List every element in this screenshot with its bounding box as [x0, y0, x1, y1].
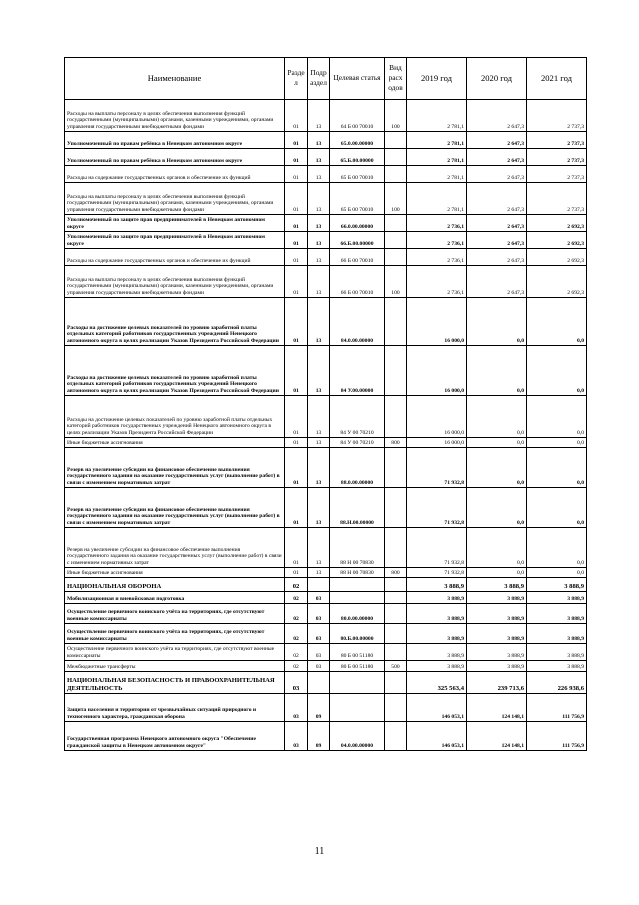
cell-target-article: 64 Б 00 70010 [330, 100, 385, 132]
cell-expense-type [385, 578, 407, 592]
cell-year-2020: 2 647,3 [467, 183, 527, 215]
cell-podrazdel: 03 [308, 661, 330, 672]
cell-year-2019: 2 781,1 [407, 166, 467, 183]
table-row [65, 661, 587, 672]
cell-name: Иные бюджетные ассигнования [65, 438, 285, 448]
cell-year-2021: 0,0 [527, 438, 587, 448]
cell-target-article: 66 Б 00 70010 [330, 266, 385, 298]
cell-name: Резерв на увеличение субсидии на финансовое обеспечение выполнения государственного задания на оказание государственных услуг (выполнение работ) в связи с изменением нормативных затрат [65, 488, 285, 528]
cell-expense-type [385, 232, 407, 249]
cell-podrazdel: 13 [308, 528, 330, 568]
cell-year-2021: 3 888,9 [527, 604, 587, 624]
cell-target-article [330, 578, 385, 592]
cell-year-2020: 2 647,3 [467, 232, 527, 249]
cell-name: Расходы на выплаты персоналу в целях обеспечения выполнения функций государственными (муниципальными) органами, казенными учреждениями, органами управления государственными внебюджетными фондами [65, 183, 285, 215]
cell-year-2021: 2 737,3 [527, 100, 587, 132]
cell-target-article: 84 У 00 70210 [330, 396, 385, 438]
cell-name: Расходы на содержание государственных органов и обеспечение их функций [65, 249, 285, 266]
cell-target-article: 88 Н 00 70830 [330, 528, 385, 568]
cell-podrazdel: 13 [308, 396, 330, 438]
cell-year-2020: 0,0 [467, 568, 527, 578]
cell-expense-type [385, 448, 407, 488]
cell-target-article: 84 У.00.00000 [330, 346, 385, 396]
cell-year-2021: 3 888,9 [527, 592, 587, 604]
cell-expense-type [385, 644, 407, 661]
cell-expense-type [385, 396, 407, 438]
cell-year-2020: 124 148,1 [467, 694, 527, 722]
cell-expense-type [385, 694, 407, 722]
cell-year-2019: 2 736,1 [407, 266, 467, 298]
table-row [65, 100, 587, 132]
cell-target-article: 88.Н.00.00000 [330, 488, 385, 528]
cell-target-article: 88 Н 00 70830 [330, 568, 385, 578]
cell-year-2019: 2 736,1 [407, 232, 467, 249]
cell-year-2020: 3 888,9 [467, 644, 527, 661]
cell-expense-type [385, 488, 407, 528]
cell-razdel: 01 [285, 166, 308, 183]
cell-name: Мобилизационная и вневойсковая подготовка [65, 592, 285, 604]
cell-expense-type [385, 672, 407, 694]
cell-year-2019: 3 888,9 [407, 604, 467, 624]
cell-year-2019: 71 932,8 [407, 448, 467, 488]
cell-year-2019: 3 888,9 [407, 661, 467, 672]
cell-year-2021: 111 756,9 [527, 722, 587, 751]
cell-razdel: 03 [285, 694, 308, 722]
cell-year-2021: 2 737,3 [527, 149, 587, 166]
cell-razdel: 01 [285, 183, 308, 215]
cell-expense-type: 100 [385, 183, 407, 215]
cell-year-2020: 124 148,1 [467, 722, 527, 751]
table-row [65, 396, 587, 438]
cell-year-2021: 2 692,3 [527, 249, 587, 266]
table-row [65, 249, 587, 266]
table-row [65, 604, 587, 624]
cell-podrazdel: 13 [308, 215, 330, 232]
cell-year-2019: 146 053,1 [407, 722, 467, 751]
cell-year-2019: 2 736,1 [407, 249, 467, 266]
cell-razdel: 01 [285, 149, 308, 166]
cell-expense-type: 800 [385, 438, 407, 448]
cell-target-article: 65 Б 00 70010 [330, 183, 385, 215]
cell-year-2021: 2 692,3 [527, 232, 587, 249]
cell-target-article: 80.0.00.00000 [330, 604, 385, 624]
table-row [65, 149, 587, 166]
cell-year-2019: 16 000,0 [407, 396, 467, 438]
cell-podrazdel: 03 [308, 604, 330, 624]
cell-year-2021: 0,0 [527, 396, 587, 438]
cell-year-2021: 226 938,6 [527, 672, 587, 694]
cell-razdel: 01 [285, 298, 308, 346]
cell-name: Иные бюджетные ассигнования [65, 568, 285, 578]
cell-razdel: 03 [285, 672, 308, 694]
cell-podrazdel: 13 [308, 568, 330, 578]
cell-podrazdel: 13 [308, 132, 330, 149]
cell-year-2020: 0,0 [467, 448, 527, 488]
cell-year-2019: 146 053,1 [407, 694, 467, 722]
cell-year-2020: 0,0 [467, 438, 527, 448]
header-year-2019: 2019 год [407, 58, 467, 100]
cell-year-2021: 2 692,3 [527, 266, 587, 298]
header-name: Наименование [65, 58, 285, 100]
header-year-2020: 2020 год [467, 58, 527, 100]
cell-podrazdel: 13 [308, 448, 330, 488]
table-header [65, 58, 587, 100]
cell-target-article: 84.0.00.00000 [330, 298, 385, 346]
cell-year-2019: 2 736,1 [407, 215, 467, 232]
cell-target-article: 65 Б 00 70010 [330, 166, 385, 183]
cell-year-2020: 0,0 [467, 346, 527, 396]
cell-year-2020: 0,0 [467, 396, 527, 438]
cell-year-2019: 325 563,4 [407, 672, 467, 694]
cell-year-2020: 0,0 [467, 488, 527, 528]
cell-razdel: 01 [285, 438, 308, 448]
cell-year-2019: 3 888,9 [407, 592, 467, 604]
header-razdel: Разде л [285, 58, 308, 100]
table-row [65, 215, 587, 232]
cell-expense-type [385, 132, 407, 149]
cell-expense-type [385, 249, 407, 266]
cell-expense-type [385, 149, 407, 166]
cell-name: Осуществление первичного воинского учёта на территориях, где отсутствуют военные комиссариаты [65, 624, 285, 644]
cell-name: Расходы на выплаты персоналу в целях обеспечения выполнения функций государственными (муниципальными) органами, казенными учреждениями, органами управления государственными внебюджетными фондами [65, 266, 285, 298]
cell-podrazdel: 03 [308, 644, 330, 661]
cell-year-2020: 3 888,9 [467, 624, 527, 644]
cell-razdel: 01 [285, 249, 308, 266]
cell-year-2021: 2 737,3 [527, 183, 587, 215]
cell-year-2020: 2 647,3 [467, 266, 527, 298]
cell-name: Защита населения и территории от чрезвычайных ситуаций природного и техногенного характера, гражданская оборона [65, 694, 285, 722]
cell-podrazdel: 09 [308, 694, 330, 722]
cell-expense-type: 500 [385, 661, 407, 672]
cell-name: Уполномоченный по правам ребёнка в Ненецком автономном округе [65, 149, 285, 166]
cell-name: НАЦИОНАЛЬНАЯ ОБОРОНА [65, 578, 285, 592]
table-row [65, 722, 587, 751]
table-row [65, 672, 587, 694]
table-row [65, 266, 587, 298]
cell-razdel: 01 [285, 568, 308, 578]
cell-name: Резерв на увеличение субсидии на финансовое обеспечение выполнения государственного задания на оказание государственных услуг (выполнение работ) в связи с изменением нормативных затрат [65, 528, 285, 568]
cell-year-2020: 0,0 [467, 528, 527, 568]
cell-razdel: 01 [285, 100, 308, 132]
budget-table-sheet [64, 57, 586, 751]
cell-year-2019: 71 932,8 [407, 528, 467, 568]
budget-table [64, 57, 587, 751]
cell-razdel: 03 [285, 722, 308, 751]
cell-podrazdel: 13 [308, 166, 330, 183]
cell-razdel: 02 [285, 592, 308, 604]
cell-name: Уполномоченный по защите прав предпринимателей в Ненецком автономном округе [65, 232, 285, 249]
table-row [65, 694, 587, 722]
cell-target-article: 65.0.00.00000 [330, 132, 385, 149]
header-year-2021: 2021 год [527, 58, 587, 100]
cell-name: Расходы на достижение целевых показателей по уровню заработной платы отдельных категорий работников государственных учреждений Ненецкого автономного округа в целях реализации Указов Президента Российской Федерации [65, 396, 285, 438]
cell-year-2020: 2 647,3 [467, 215, 527, 232]
cell-year-2020: 2 647,3 [467, 166, 527, 183]
cell-razdel: 01 [285, 215, 308, 232]
cell-razdel: 02 [285, 624, 308, 644]
table-row [65, 132, 587, 149]
cell-year-2019: 16 000,0 [407, 298, 467, 346]
cell-target-article: 84 У 00 70210 [330, 438, 385, 448]
table-row [65, 166, 587, 183]
cell-razdel: 02 [285, 604, 308, 624]
cell-name: Государственная программа Ненецкого автономного округа "Обеспечение гражданской защиты в Ненецком автономном округе" [65, 722, 285, 751]
cell-target-article: 88.0.00.00000 [330, 448, 385, 488]
cell-expense-type [385, 722, 407, 751]
cell-year-2020: 2 647,3 [467, 149, 527, 166]
table-row [65, 624, 587, 644]
cell-year-2021: 0,0 [527, 528, 587, 568]
cell-name: Уполномоченный по правам ребёнка в Ненецком автономном округе [65, 132, 285, 149]
cell-year-2020: 3 888,9 [467, 604, 527, 624]
cell-year-2020: 2 647,3 [467, 132, 527, 149]
cell-podrazdel: 13 [308, 298, 330, 346]
table-row [65, 298, 587, 346]
cell-name: Расходы на достижение целевых показателей по уровню заработной платы отдельных категорий работников государственных учреждений Ненецкого автономного округа в целях реализации Указов Президента Российской Федерации [65, 298, 285, 346]
cell-year-2021: 111 756,9 [527, 694, 587, 722]
cell-year-2019: 2 781,1 [407, 100, 467, 132]
cell-year-2019: 3 888,9 [407, 624, 467, 644]
header-row [65, 58, 587, 100]
header-target-article: Целевая статья [330, 58, 385, 100]
cell-target-article: 80.Б.00.00000 [330, 624, 385, 644]
table-row [65, 232, 587, 249]
cell-year-2020: 2 647,3 [467, 100, 527, 132]
cell-expense-type [385, 298, 407, 346]
cell-year-2021: 0,0 [527, 346, 587, 396]
cell-year-2020: 3 888,9 [467, 592, 527, 604]
cell-razdel: 01 [285, 132, 308, 149]
cell-year-2019: 71 932,8 [407, 568, 467, 578]
cell-name: Расходы на достижение целевых показателей по уровню заработной платы отдельных категорий работников государственных учреждений Ненецкого автономного округа в целях реализации Указов Президента Российской Федерации [65, 346, 285, 396]
cell-year-2021: 3 888,9 [527, 661, 587, 672]
cell-target-article [330, 672, 385, 694]
cell-target-article [330, 592, 385, 604]
cell-expense-type [385, 166, 407, 183]
cell-target-article: 65.Б.00.00000 [330, 149, 385, 166]
cell-expense-type [385, 215, 407, 232]
cell-year-2019: 16 000,0 [407, 438, 467, 448]
cell-year-2021: 3 888,9 [527, 578, 587, 592]
table-row [65, 183, 587, 215]
table-body [65, 100, 587, 751]
cell-podrazdel: 03 [308, 592, 330, 604]
cell-year-2021: 0,0 [527, 488, 587, 528]
cell-podrazdel: 03 [308, 624, 330, 644]
cell-expense-type [385, 346, 407, 396]
cell-year-2020: 3 888,9 [467, 661, 527, 672]
cell-expense-type [385, 604, 407, 624]
table-row [65, 644, 587, 661]
cell-year-2021: 2 692,3 [527, 215, 587, 232]
cell-expense-type [385, 528, 407, 568]
cell-year-2021: 0,0 [527, 448, 587, 488]
cell-target-article: 66 Б 00 70010 [330, 249, 385, 266]
cell-razdel: 01 [285, 232, 308, 249]
cell-name: Расходы на содержание государственных органов и обеспечение их функций [65, 166, 285, 183]
cell-name: Расходы на выплаты персоналу в целях обеспечения выполнения функций государственными (муниципальными) органами, казенными учреждениями, органами управления государственными внебюджетными фондами [65, 100, 285, 132]
cell-razdel: 01 [285, 346, 308, 396]
cell-year-2019: 71 932,8 [407, 488, 467, 528]
table-row [65, 592, 587, 604]
cell-razdel: 02 [285, 661, 308, 672]
cell-razdel: 02 [285, 644, 308, 661]
table-row [65, 568, 587, 578]
cell-podrazdel: 13 [308, 183, 330, 215]
cell-name: Осуществление первичного воинского учёта на территориях, где отсутствуют военные комиссариаты [65, 644, 285, 661]
cell-name: Осуществление первичного воинского учёта на территориях, где отсутствуют военные комиссариаты [65, 604, 285, 624]
cell-razdel: 01 [285, 448, 308, 488]
cell-target-article: 80 Б 00 51180 [330, 644, 385, 661]
table-row [65, 346, 587, 396]
table-row [65, 528, 587, 568]
cell-expense-type: 100 [385, 100, 407, 132]
cell-year-2020: 239 713,6 [467, 672, 527, 694]
cell-target-article [330, 694, 385, 722]
cell-podrazdel: 13 [308, 232, 330, 249]
cell-year-2021: 0,0 [527, 568, 587, 578]
cell-name: Резерв на увеличение субсидии на финансовое обеспечение выполнения государственного задания на оказание государственных услуг (выполнение работ) в связи с изменением нормативных затрат [65, 448, 285, 488]
cell-year-2021: 2 737,3 [527, 132, 587, 149]
cell-year-2019: 2 781,1 [407, 149, 467, 166]
cell-podrazdel: 13 [308, 488, 330, 528]
cell-podrazdel: 13 [308, 249, 330, 266]
table-row [65, 578, 587, 592]
cell-year-2019: 2 781,1 [407, 183, 467, 215]
cell-podrazdel: 09 [308, 722, 330, 751]
cell-podrazdel: 13 [308, 149, 330, 166]
cell-target-article: 04.0.00.00000 [330, 722, 385, 751]
cell-year-2021: 2 737,3 [527, 166, 587, 183]
cell-target-article: 66.Б.00.00000 [330, 232, 385, 249]
table-row [65, 488, 587, 528]
cell-year-2020: 0,0 [467, 298, 527, 346]
cell-podrazdel [308, 578, 330, 592]
cell-name: НАЦИОНАЛЬНАЯ БЕЗОПАСНОСТЬ И ПРАВООХРАНИТЕЛЬНАЯ ДЕЯТЕЛЬНОСТЬ [65, 672, 285, 694]
cell-name: Уполномоченный по защите прав предпринимателей в Ненецком автономном округе [65, 215, 285, 232]
cell-expense-type [385, 592, 407, 604]
cell-target-article: 80 Б 00 51180 [330, 661, 385, 672]
cell-podrazdel: 13 [308, 346, 330, 396]
cell-razdel: 01 [285, 488, 308, 528]
cell-name: Межбюджетные трансферты [65, 661, 285, 672]
table-row [65, 448, 587, 488]
cell-year-2019: 2 781,1 [407, 132, 467, 149]
cell-year-2019: 3 888,9 [407, 644, 467, 661]
cell-year-2019: 16 000,0 [407, 346, 467, 396]
cell-expense-type [385, 624, 407, 644]
cell-year-2021: 0,0 [527, 298, 587, 346]
cell-year-2020: 2 647,3 [467, 249, 527, 266]
cell-razdel: 01 [285, 266, 308, 298]
cell-razdel: 02 [285, 578, 308, 592]
cell-razdel: 01 [285, 528, 308, 568]
table-row [65, 438, 587, 448]
cell-expense-type: 100 [385, 266, 407, 298]
header-expense-type: Вид расх одов [385, 58, 407, 100]
page-number: 11 [314, 846, 325, 857]
cell-expense-type: 800 [385, 568, 407, 578]
cell-target-article: 66.0.00.00000 [330, 215, 385, 232]
cell-year-2021: 3 888,9 [527, 644, 587, 661]
header-podrazdel: Подр аздел [308, 58, 330, 100]
cell-year-2020: 3 888,9 [467, 578, 527, 592]
cell-year-2019: 3 888,9 [407, 578, 467, 592]
cell-podrazdel [308, 672, 330, 694]
cell-podrazdel: 13 [308, 266, 330, 298]
cell-razdel: 01 [285, 396, 308, 438]
cell-year-2021: 3 888,9 [527, 624, 587, 644]
cell-podrazdel: 13 [308, 438, 330, 448]
cell-podrazdel: 13 [308, 100, 330, 132]
